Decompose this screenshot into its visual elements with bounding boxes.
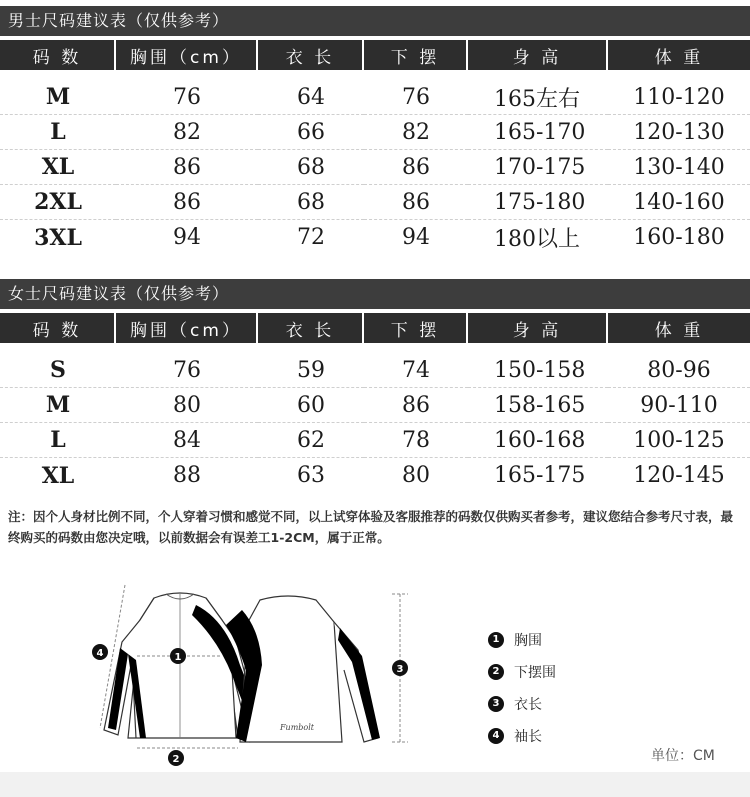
header-length: 衣 长 (258, 313, 364, 343)
legend-label: 胸围 (514, 633, 542, 649)
hem-cell: 80 (402, 463, 430, 488)
weight-cell: 160-180 (633, 225, 725, 250)
legend-number: 3 (488, 696, 504, 712)
legend-label: 下摆围 (514, 665, 556, 681)
marker-4 (92, 644, 108, 660)
size-cell: L (0, 115, 116, 150)
svg-text:3: 3 (396, 664, 404, 675)
hem-cell: 82 (364, 115, 468, 150)
table-row (0, 458, 750, 493)
height-cell: 165左右 (468, 70, 608, 115)
length-cell: 62 (258, 423, 364, 458)
women-header-row (0, 313, 750, 343)
height-cell: 165-175 (494, 463, 586, 488)
table-row (0, 343, 750, 388)
chest-cell: 76 (116, 70, 258, 115)
legend-item (488, 720, 556, 752)
hem-cell: 86 (364, 388, 468, 423)
header-hem: 下 摆 (364, 313, 468, 343)
weight-cell: 140-160 (608, 185, 750, 220)
legend-number: 2 (488, 664, 504, 680)
length-cell: 72 (297, 225, 325, 250)
header-weight: 体 重 (608, 313, 750, 343)
height-cell: 175-180 (468, 185, 608, 220)
chest-cell: 86 (116, 185, 258, 220)
chest-cell: 84 (116, 423, 258, 458)
men-table-title: 男士尺码建议表（仅供参考） (0, 6, 750, 36)
size-cell: M (0, 388, 116, 423)
men-size-table (0, 40, 750, 255)
marker-3 (392, 660, 408, 676)
weight-cell: 80-96 (608, 343, 750, 388)
size-cell: XL (0, 150, 116, 185)
height-cell: 158-165 (468, 388, 608, 423)
size-cell: S (0, 343, 116, 388)
chest-cell: 86 (116, 150, 258, 185)
table-row (0, 185, 750, 220)
length-cell: 68 (258, 150, 364, 185)
marker-1 (170, 648, 186, 664)
chest-cell: 94 (173, 225, 201, 250)
women-table-title: 女士尺码建议表（仅供参考） (0, 279, 750, 309)
women-size-table (0, 313, 750, 493)
height-cell: 165-170 (468, 115, 608, 150)
size-cell: XL (41, 462, 75, 489)
chest-cell: 80 (116, 388, 258, 423)
weight-cell: 130-140 (608, 150, 750, 185)
height-cell: 150-158 (468, 343, 608, 388)
unit-label: 单位：CM (651, 748, 715, 764)
hem-cell: 86 (364, 150, 468, 185)
header-length: 衣 长 (258, 40, 364, 70)
weight-cell: 110-120 (608, 70, 750, 115)
weight-cell: 90-110 (608, 388, 750, 423)
weight-cell: 120-130 (608, 115, 750, 150)
size-note: 注：因个人身材比例不同，个人穿着习惯和感觉不同，以上试穿体验及客服推荐的码数仅供购买者参考，建议您结合参考尺寸表，最终购买的码数由您决定哦，以前数据会有误差工1-2CM，属于正常。 (8, 509, 734, 545)
header-chest: 胸围（cm） (116, 40, 258, 70)
hem-cell: 74 (364, 343, 468, 388)
jacket-diagram (0, 570, 750, 770)
table-row (0, 423, 750, 458)
svg-text:1: 1 (174, 652, 182, 663)
weight-cell: 100-125 (608, 423, 750, 458)
header-height: 身 高 (468, 313, 608, 343)
size-cell: L (0, 423, 116, 458)
table-row (0, 70, 750, 115)
header-size: 码 数 (0, 313, 116, 343)
hem-cell: 94 (402, 225, 430, 250)
svg-text:2: 2 (172, 754, 180, 765)
hem-cell: 78 (364, 423, 468, 458)
header-height: 身 高 (468, 40, 608, 70)
chest-cell: 82 (116, 115, 258, 150)
measurement-legend (488, 624, 556, 752)
chest-cell: 88 (173, 463, 201, 488)
length-cell: 66 (258, 115, 364, 150)
length-cell: 63 (297, 463, 325, 488)
brand-script: Fumbolt (280, 723, 314, 732)
legend-label: 衣长 (514, 697, 542, 713)
length-cell: 68 (258, 185, 364, 220)
legend-number: 1 (488, 632, 504, 648)
header-weight: 体 重 (608, 40, 750, 70)
men-header-row (0, 40, 750, 70)
weight-cell: 120-145 (633, 463, 725, 488)
legend-number: 4 (488, 728, 504, 744)
height-cell: 180以上 (494, 227, 580, 252)
table-row (0, 220, 750, 255)
size-cell: M (0, 70, 116, 115)
jacket-back-illustration (226, 596, 380, 742)
legend-item (488, 624, 556, 656)
chest-cell: 76 (116, 343, 258, 388)
length-cell: 59 (258, 343, 364, 388)
legend-label: 袖长 (514, 729, 542, 745)
size-cell: 3XL (34, 224, 82, 251)
hem-cell: 86 (364, 185, 468, 220)
marker-2 (168, 750, 184, 766)
hem-cell: 76 (364, 70, 468, 115)
length-cell: 64 (258, 70, 364, 115)
header-size: 码 数 (0, 40, 116, 70)
table-row (0, 115, 750, 150)
height-cell: 170-175 (468, 150, 608, 185)
size-cell: 2XL (0, 185, 116, 220)
header-hem: 下 摆 (364, 40, 468, 70)
legend-item (488, 656, 556, 688)
header-chest: 胸围（cm） (116, 313, 258, 343)
height-cell: 160-168 (468, 423, 608, 458)
table-row (0, 388, 750, 423)
svg-text:4: 4 (96, 648, 104, 659)
table-row (0, 150, 750, 185)
legend-item (488, 688, 556, 720)
bottom-strip (0, 772, 750, 797)
length-cell: 60 (258, 388, 364, 423)
